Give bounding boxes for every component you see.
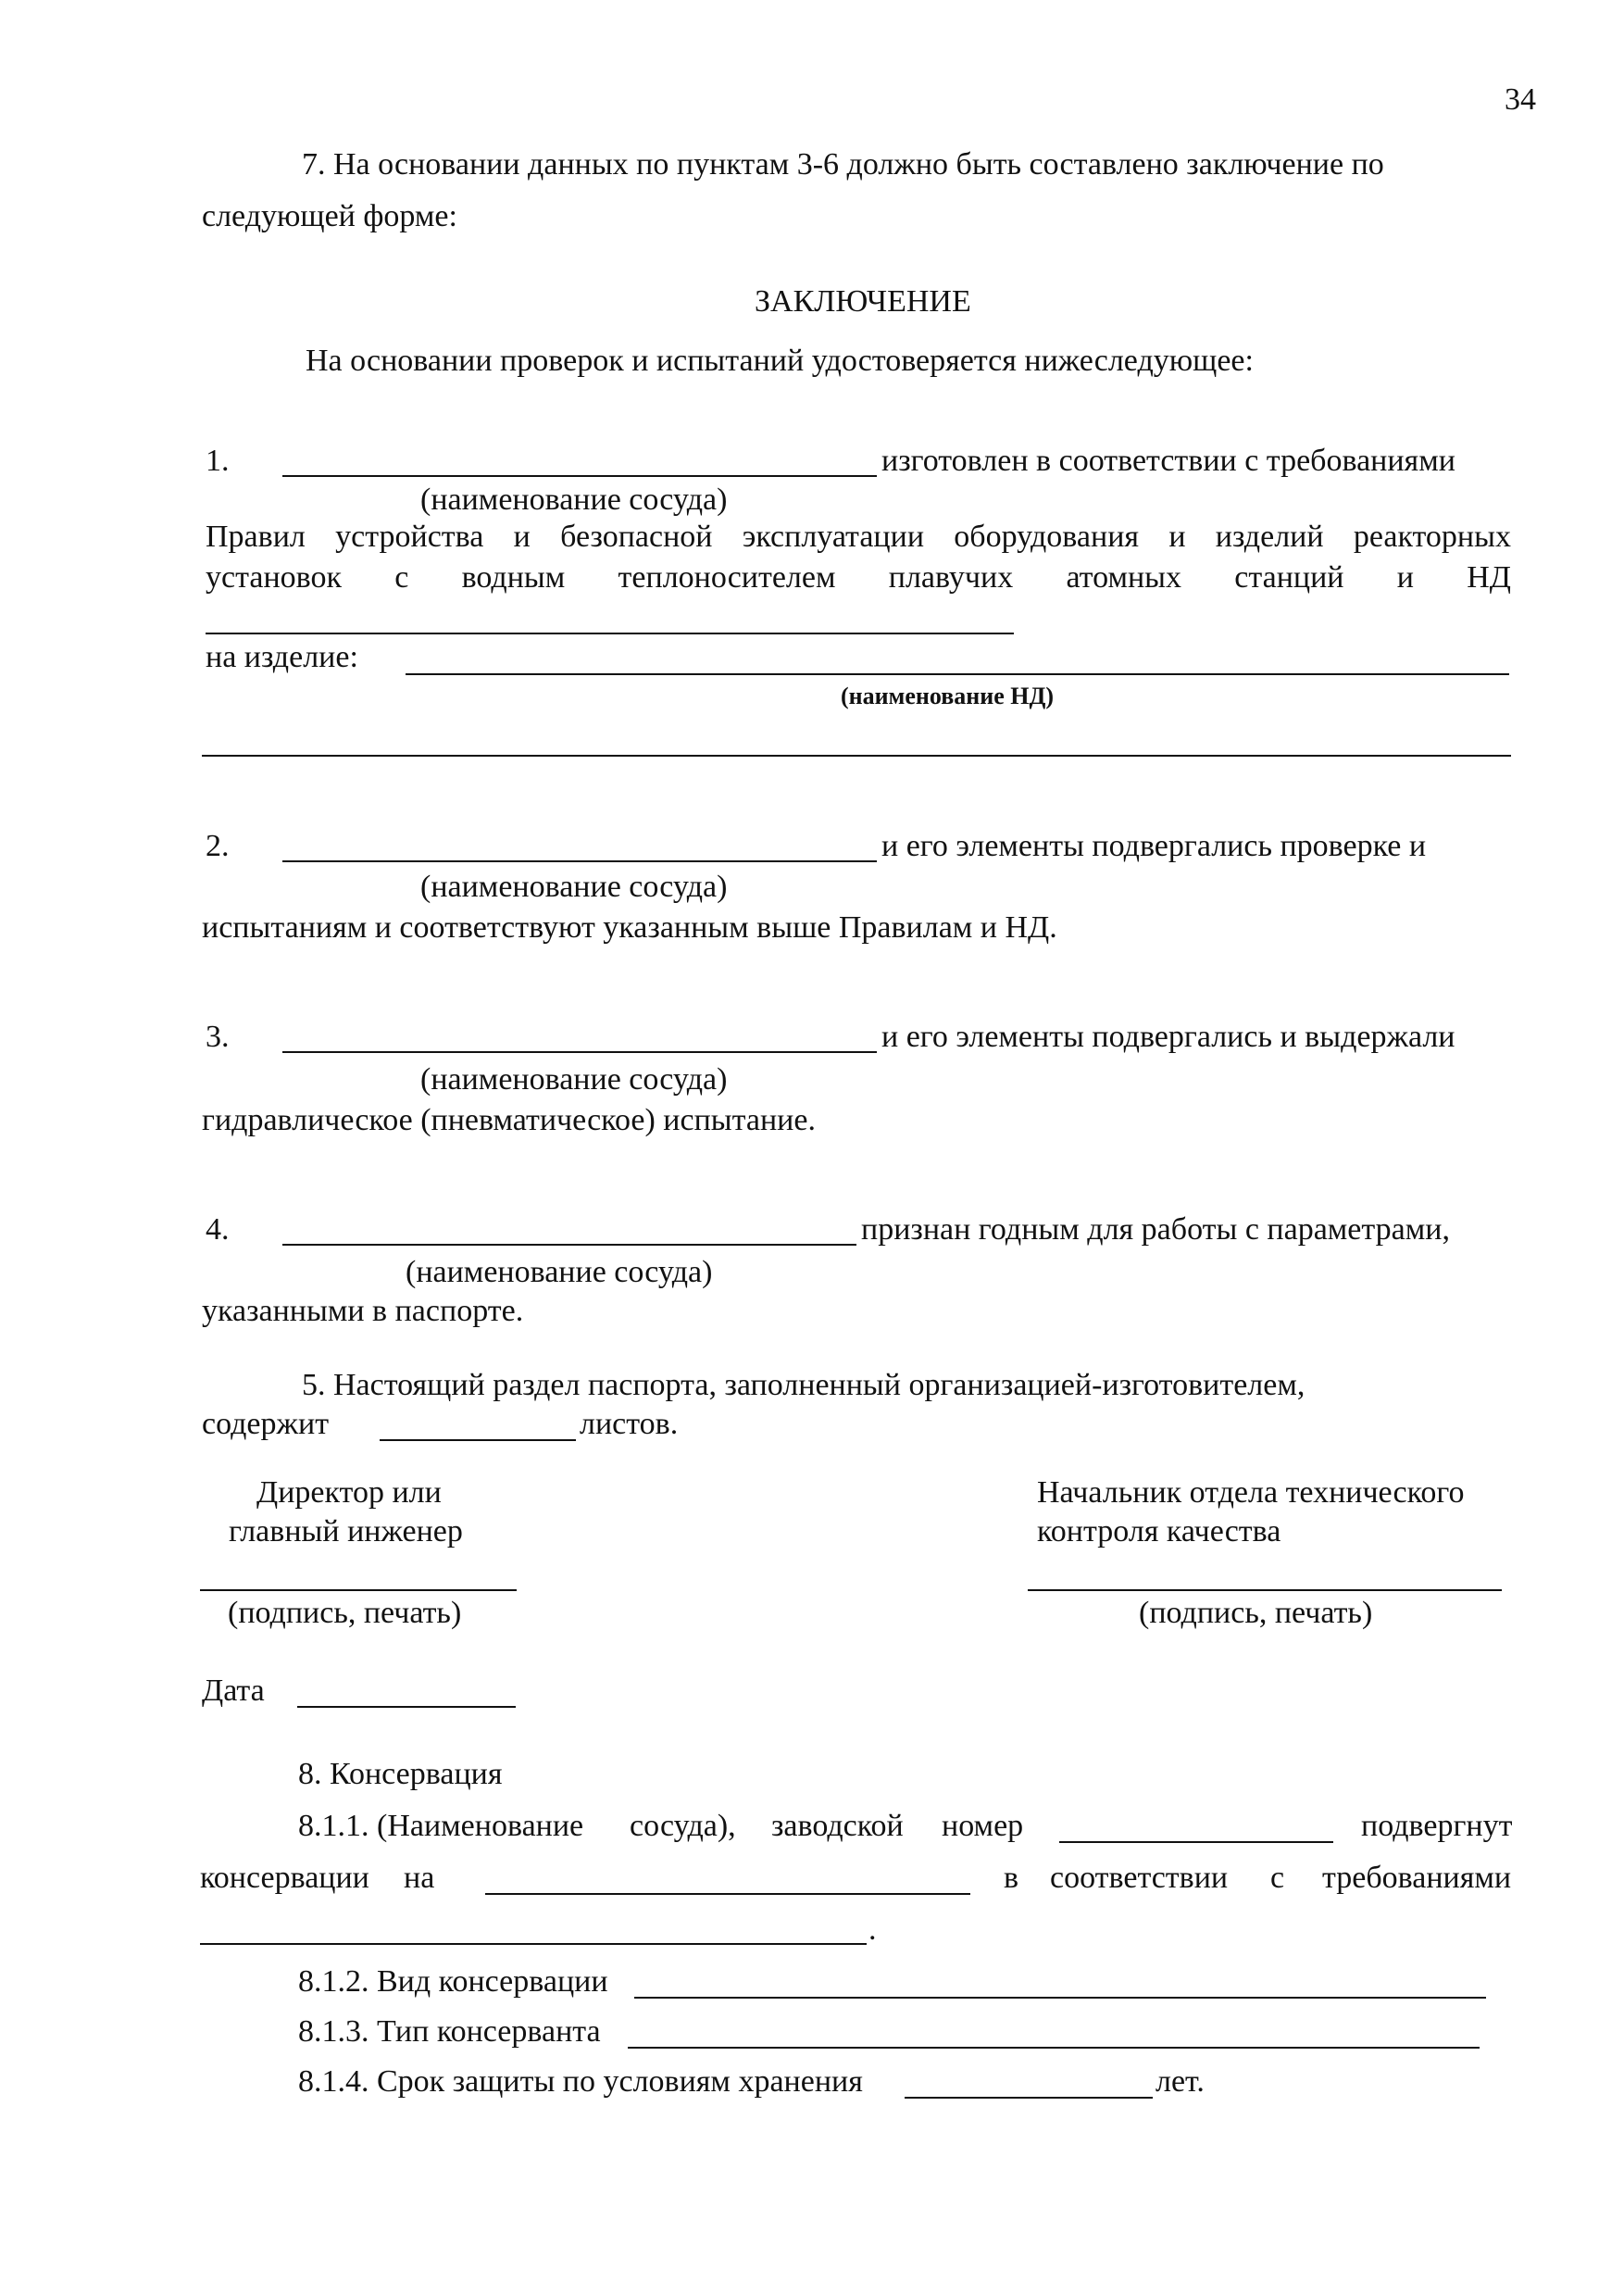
word: теплоносителем <box>618 560 836 595</box>
p814-label: 8.1.4. Срок защиты по условиям хранения <box>298 2064 863 2099</box>
signature-right-caption: (подпись, печать) <box>1139 1596 1373 1630</box>
word: установок <box>206 560 342 595</box>
word: водным <box>461 560 566 595</box>
p811-period-field[interactable] <box>485 1893 970 1895</box>
p811-e: подвергнут <box>1361 1809 1513 1843</box>
conclusion-title: ЗАКЛЮЧЕНИЕ <box>755 284 971 319</box>
item1-line-3 <box>206 559 1511 596</box>
item1-nd-field-2[interactable] <box>202 755 1511 757</box>
signature-left-title-1: Директор или <box>256 1475 442 1510</box>
item2-line-2: испытаниям и соответствуют указанным выше Правилам и НД. <box>202 910 1057 945</box>
word: и <box>513 520 531 554</box>
item1-nd-field-1[interactable] <box>206 633 1014 634</box>
date-field[interactable] <box>297 1706 516 1708</box>
item1-product-field[interactable] <box>406 673 1509 675</box>
p811-line2-a: консервации <box>200 1861 369 1895</box>
p811-requirements-field[interactable] <box>200 1943 867 1945</box>
word: безопасной <box>560 520 713 554</box>
p814-field[interactable] <box>905 2097 1153 2099</box>
item5-line-1: 5. Настоящий раздел паспорта, заполненный организацией-изготовителем, <box>302 1368 1305 1402</box>
item2-vessel-caption: (наименование сосуда) <box>420 870 728 904</box>
p811-period: . <box>868 1912 877 1947</box>
word: с <box>394 560 409 595</box>
word: атомных <box>1066 560 1181 595</box>
signature-right-field[interactable] <box>1028 1589 1502 1591</box>
item2-vessel-name-field[interactable] <box>282 860 877 862</box>
p811-b: сосуда), <box>630 1809 736 1843</box>
item2-number: 2. <box>206 829 230 863</box>
item3-vessel-name-field[interactable] <box>282 1051 877 1053</box>
p813-label: 8.1.3. Тип консерванта <box>298 2014 601 2049</box>
p811-line2-c: в <box>1004 1861 1019 1895</box>
word: изделий <box>1215 520 1324 554</box>
section8-title: 8. Консервация <box>298 1757 503 1791</box>
date-label: Дата <box>202 1674 265 1708</box>
item5-sheets-label: листов. <box>580 1407 679 1441</box>
p811-c: заводской <box>771 1809 904 1843</box>
p811-line2-e: с <box>1270 1861 1285 1895</box>
item3-tail-text: и его элементы подвергались и выдержали <box>881 1020 1455 1054</box>
p813-field[interactable] <box>628 2047 1480 2049</box>
item1-number: 1. <box>206 444 230 478</box>
p811-line2-f: требованиями <box>1322 1861 1512 1895</box>
word: устройства <box>335 520 484 554</box>
item1-vessel-caption: (наименование сосуда) <box>420 483 728 517</box>
p811-line2-b: на <box>404 1861 435 1895</box>
p811-serial-number-field[interactable] <box>1059 1841 1333 1843</box>
item3-line-2: гидравлическое (пневматическое) испытание. <box>202 1103 816 1137</box>
word: плавучих <box>888 560 1014 595</box>
signature-right-title-2: контроля качества <box>1037 1514 1281 1548</box>
intro-line-1 <box>302 146 1533 183</box>
item1-product-label: на изделие: <box>206 640 358 674</box>
item4-number: 4. <box>206 1212 230 1247</box>
item4-vessel-name-field[interactable] <box>282 1244 856 1246</box>
word: эксплуатации <box>742 520 925 554</box>
signature-left-field[interactable] <box>200 1589 517 1591</box>
word: реакторных <box>1353 520 1511 554</box>
signature-left-title-2: главный инженер <box>229 1514 463 1548</box>
word: НД <box>1467 560 1511 595</box>
word: оборудования <box>954 520 1140 554</box>
signature-left-caption: (подпись, печать) <box>228 1596 462 1630</box>
p814-tail: лет. <box>1156 2064 1205 2099</box>
p811-line2-d: соответствии <box>1050 1861 1229 1895</box>
signature-right-title-1: Начальник отдела технического <box>1037 1475 1465 1510</box>
item1-line-2 <box>206 519 1511 556</box>
word: и <box>1168 520 1186 554</box>
page-number: 34 <box>1505 82 1536 117</box>
intro-text: 7. На основании данных по пунктам 3-6 должно быть составлено заключение по <box>302 147 1384 182</box>
item3-number: 3. <box>206 1020 230 1054</box>
item1-tail-text: изготовлен в соответствии с требованиями <box>881 444 1455 478</box>
word: станций <box>1234 560 1344 595</box>
conclusion-subtitle: На основании проверок и испытаний удостоверяется нижеследующее: <box>306 344 1254 378</box>
item5-contains: содержит <box>202 1407 330 1441</box>
item1-vessel-name-field[interactable] <box>282 475 877 477</box>
item4-line-2: указанными в паспорте. <box>202 1294 524 1328</box>
p812-field[interactable] <box>634 1997 1486 1999</box>
word: и <box>1396 560 1414 595</box>
item5-sheets-field[interactable] <box>380 1439 576 1441</box>
p811-a: 8.1.1. (Наименование <box>298 1809 584 1843</box>
p812-label: 8.1.2. Вид консервации <box>298 1964 608 1999</box>
item4-vessel-caption: (наименование сосуда) <box>406 1255 713 1289</box>
word: Правил <box>206 520 306 554</box>
intro-line-2: следующей форме: <box>202 199 457 233</box>
p811-d: номер <box>942 1809 1024 1843</box>
item2-tail-text: и его элементы подвергались проверке и <box>881 829 1427 863</box>
item1-nd-caption: (наименование НД) <box>841 683 1055 709</box>
item3-vessel-caption: (наименование сосуда) <box>420 1062 728 1097</box>
item4-tail-text: признан годным для работы с параметрами, <box>861 1212 1450 1247</box>
